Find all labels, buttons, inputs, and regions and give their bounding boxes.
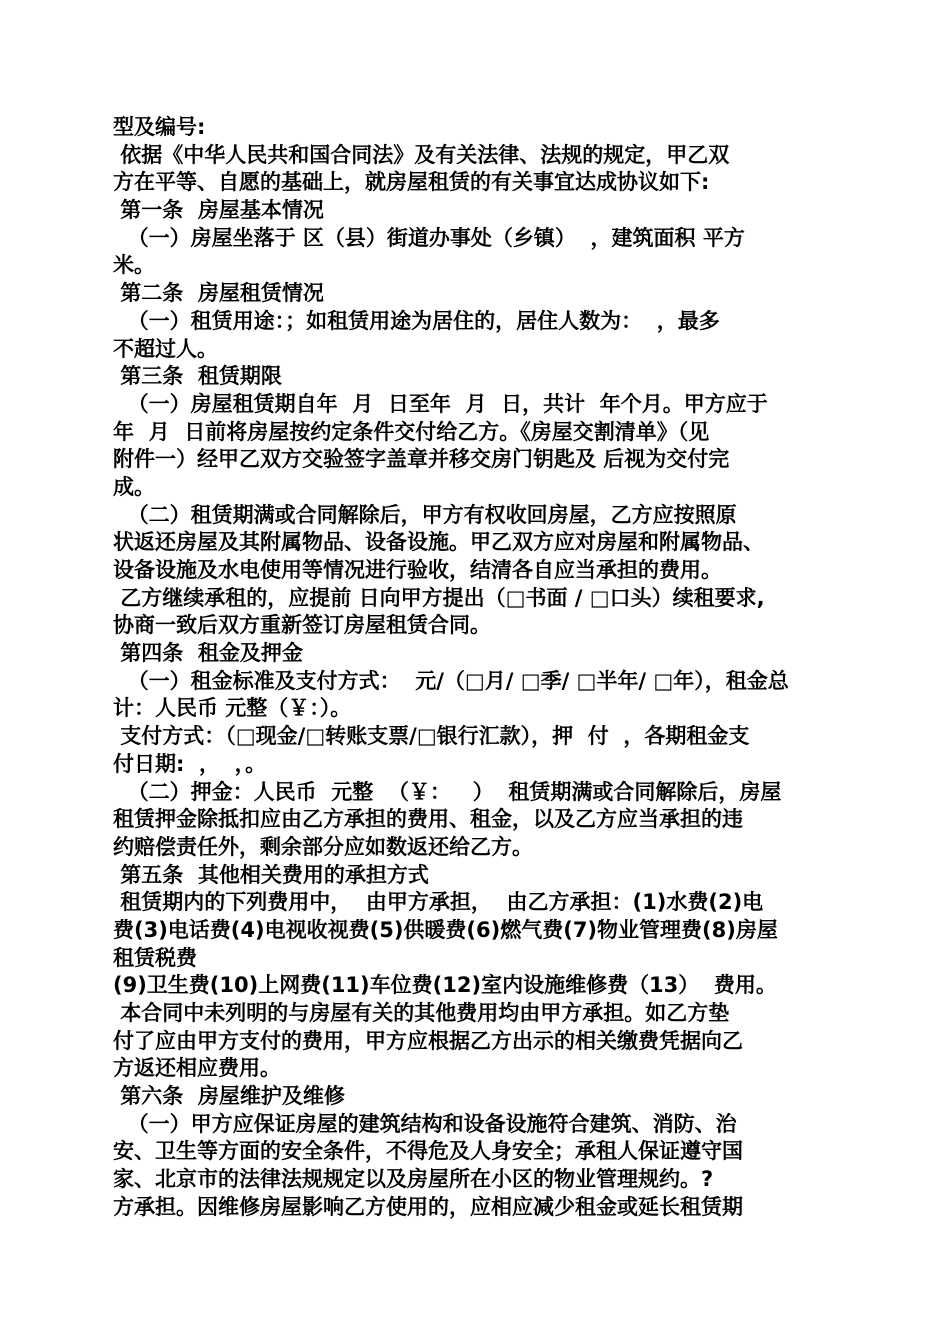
section-heading: 第一条 房屋基本情况 — [113, 198, 324, 223]
text-line: 依据《中华人民共和国合同法》及有关法律、法规的规定，甲乙双 — [113, 142, 730, 167]
text-line: 本合同中未列明的与房屋有关的其他费用均由甲方承担。如乙方垫 — [113, 1001, 730, 1025]
text-line: 方在平等、自愿的基础上，就房屋租赁的有关事宜达成协议如下: — [113, 170, 710, 195]
text-line: （一）房屋租赁期自年 月 日至年 月 日，共计 年个月。甲方应于 — [113, 391, 768, 416]
text-line: 附件一）经甲乙双方交验签字盖章并移交房门钥匙及 后视为交付完 — [113, 447, 730, 472]
text-line: 年 月 日前将房屋按约定条件交付给乙方。《房屋交割清单》（见 — [113, 419, 710, 444]
text-line: （一）租金标准及支付方式： 元/（□月/ □季/ □半年/ □年），租金总 — [113, 668, 789, 693]
text-line: 不超过人。 — [113, 336, 218, 361]
text-line: (9)卫生费(10)上网费(11)车位费(12)室内设施维修费（13） 费用。 — [113, 973, 777, 998]
text-line: 成。 — [113, 474, 155, 499]
text-line: 米。 — [113, 253, 155, 278]
text-line: 租赁税费 — [113, 945, 197, 970]
text-line: 安、卫生等方面的安全条件，不得危及人身安全；承租人保证遵守国 — [113, 1139, 743, 1164]
contract-text — [113, 114, 843, 1222]
text-line: （一）房屋坐落于 区（县）街道办事处（乡镇） ，建筑面积 平方 — [113, 225, 745, 250]
section-heading: 第五条 其他相关费用的承担方式 — [113, 862, 429, 887]
text-line: （二）租赁期满或合同解除后，甲方有权收回房屋，乙方应按照原 — [113, 502, 737, 527]
text-line: 乙方继续承租的，应提前 日向甲方提出（□书面 / □口头）续租要求, — [113, 585, 765, 610]
text-line: 协商一致后双方重新签订房屋租赁合同。 — [113, 613, 491, 638]
text-line: （一）租赁用途：；如租赁用途为居住的，居住人数为： ，最多 — [113, 308, 720, 333]
text-line: 家、北京市的法律法规规定以及房屋所在小区的物业管理规约。? — [113, 1167, 714, 1192]
section-heading: 第三条 租赁期限 — [113, 364, 282, 389]
text-line: 费(3)电话费(4)电视收视费(5)供暖费(6)燃气费(7)物业管理费(8)房屋 — [113, 917, 778, 942]
text-line: 方返还相应费用。 — [113, 1056, 281, 1081]
text-line: 状返还房屋及其附属物品、设备设施。甲乙双方应对房屋和附属物品、 — [113, 530, 764, 555]
text-line: 租赁押金除抵扣应由乙方承担的费用、租金，以及乙方应当承担的违 — [113, 807, 743, 832]
text-line: 支付方式：（□现金/□转账支票/□银行汇款），押 付 ，各期租金支 — [113, 724, 750, 749]
text-line: 计：人民币 元整（￥：）。 — [113, 696, 352, 721]
text-line: 约赔偿责任外，剩余部分应如数返还给乙方。 — [113, 834, 533, 859]
text-line: 租赁期内的下列费用中， 由甲方承担， 由乙方承担：(1)水费(2)电 — [113, 890, 764, 915]
text-line: 型及编号: — [113, 115, 206, 139]
text-line: 设备设施及水电使用等情况进行验收，结清各自应当承担的费用。 — [113, 558, 722, 582]
text-line: 方承担。因维修房屋影响乙方使用的，应相应减少租金或延长租赁期 — [113, 1194, 743, 1219]
text-line: （一）甲方应保证房屋的建筑结构和设备设施符合建筑、消防、治 — [113, 1111, 737, 1136]
section-heading: 第四条 租金及押金 — [113, 641, 303, 666]
text-line: （二）押金：人民币 元整 （￥： ） 租赁期满或合同解除后，房屋 — [113, 779, 782, 804]
section-heading: 第六条 房屋维护及维修 — [113, 1084, 345, 1109]
section-heading: 第二条 房屋租赁情况 — [113, 281, 324, 306]
text-line: 付日期: ， ，。 — [113, 751, 267, 776]
text-line: 付了应由甲方支付的费用，甲方应根据乙方出示的相关缴费凭据向乙 — [113, 1028, 743, 1053]
